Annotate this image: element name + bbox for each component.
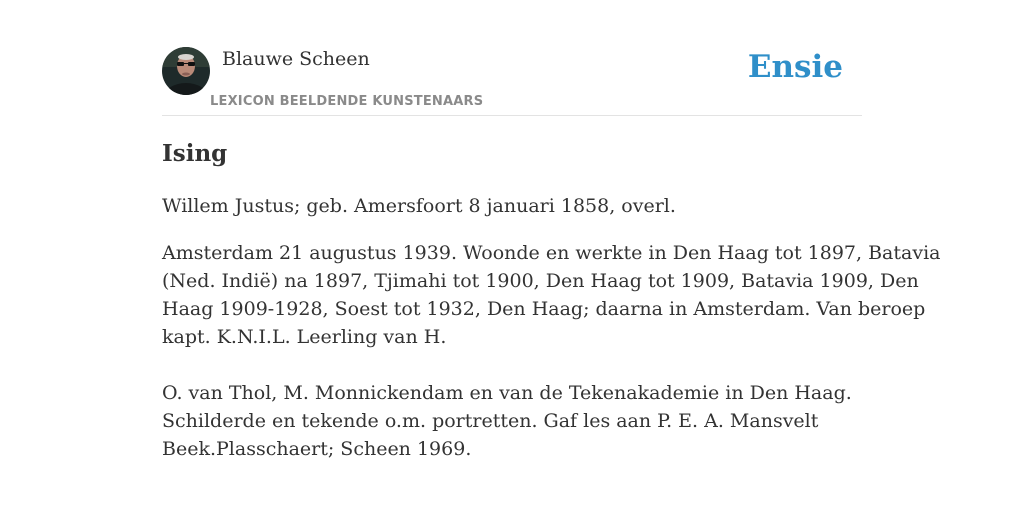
- brand-logo[interactable]: Ensie: [747, 49, 843, 85]
- avatar-photo: [162, 47, 210, 95]
- paragraph-line: Haag 1909-1928, Soest tot 1932, Den Haag; daarna in Amsterdam. Van beroep: [162, 298, 926, 320]
- paragraph-line: O. van Thol, M. Monnickendam en van de Tekenakademie in Den Haag.: [162, 382, 852, 404]
- author-name[interactable]: Blauwe Scheen: [222, 48, 370, 70]
- article-paragraph-1: Willem Justus; geb. Amersfoort 8 januari 1858, overl.: [162, 195, 676, 217]
- paragraph-line: Beek.Plasschaert; Scheen 1969.: [162, 438, 472, 460]
- page-header: [162, 46, 862, 116]
- paragraph-line: (Ned. Indië) na 1897, Tjimahi tot 1900, Den Haag tot 1909, Batavia 1909, Den: [162, 270, 919, 292]
- paragraph-line: Amsterdam 21 augustus 1939. Woonde en werkte in Den Haag tot 1897, Batavia: [162, 242, 941, 264]
- paragraph-line: Schilderde en tekende o.m. portretten. Gaf les aan P. E. A. Mansvelt: [162, 410, 819, 432]
- article-title: Ising: [162, 140, 228, 167]
- article-paragraph-3: [162, 379, 862, 463]
- author-avatar[interactable]: [162, 47, 210, 95]
- collection-label[interactable]: LEXICON BEELDENDE KUNSTENAARS: [210, 94, 484, 109]
- paragraph-line: kapt. K.N.I.L. Leerling van H.: [162, 326, 447, 348]
- article-paragraph-2: [162, 239, 941, 351]
